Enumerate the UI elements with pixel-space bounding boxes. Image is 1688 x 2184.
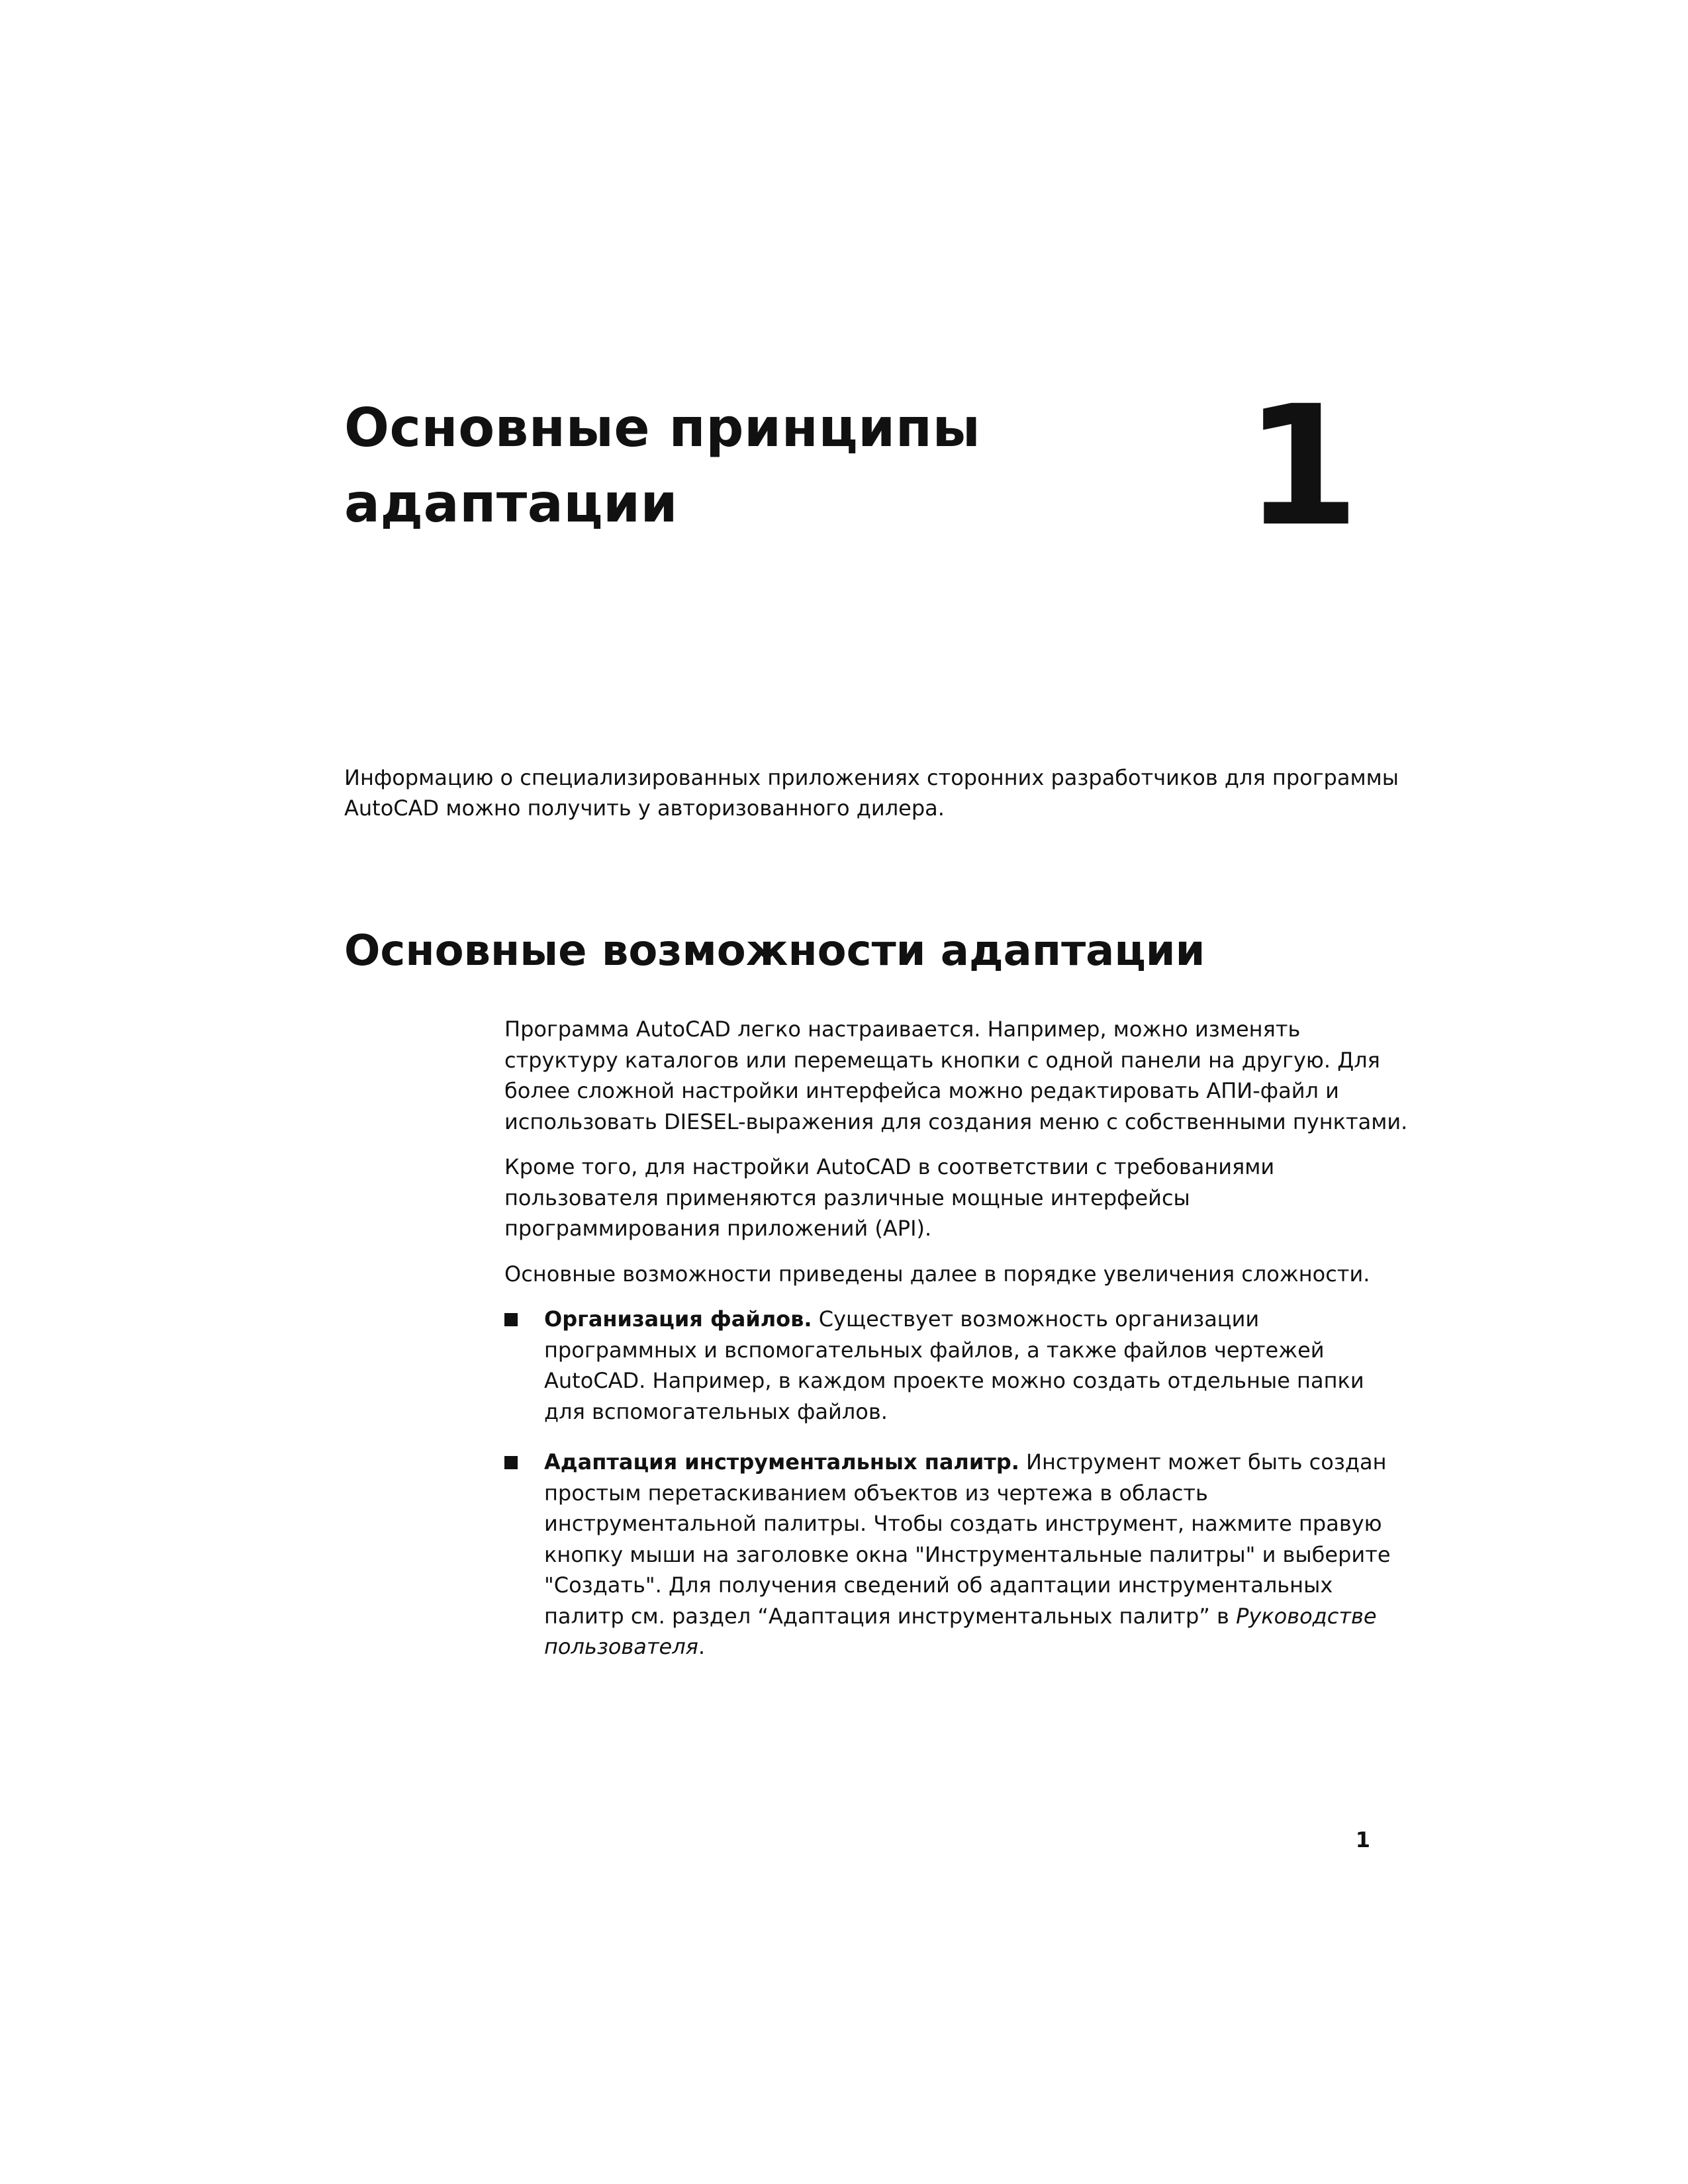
chapter-title-line-1: Основные принципы	[344, 397, 981, 459]
list-item	[504, 1304, 1408, 1427]
list-item-text: Инструмент может быть создан простым перетаскиванием объектов из чертежа в область инструментальной палитры. Чтобы создать инструмент, нажмите правую кнопку мыши на заголовке окна "Инструментальные палитры" и выберите "Создать". Для получения сведений об адаптации инструментальных палитр см. раздел “Адаптация инструментальных палитр” в	[544, 1449, 1391, 1629]
section-body	[504, 1014, 1408, 1682]
list-item-emphasis: Руководстве пользователя	[544, 1603, 1377, 1659]
feature-list	[504, 1304, 1408, 1662]
list-item-tail: .	[698, 1634, 706, 1659]
list-item	[504, 1447, 1408, 1662]
section-title: Основные возможности адаптации	[344, 927, 1205, 976]
square-bullet-icon	[504, 1313, 518, 1326]
body-paragraph: Основные возможности приведены далее в порядке увеличения сложности.	[504, 1261, 1370, 1287]
body-paragraph: Программа AutoCAD легко настраивается. Например, можно изменять структуру каталогов или перемещать кнопки с одной панели на другую. Для более сложной настройки интерфейса можно редактировать АПИ-файл и использовать DIESEL-выражения для создания меню с собственными пунктами.	[504, 1017, 1408, 1134]
list-item-term: Адаптация инструментальных палитр.	[544, 1449, 1019, 1475]
intro-paragraph: Информацию о специализированных приложениях сторонних разработчиков для программы AutoCAD можно получить у авторизованного дилера.	[344, 765, 1399, 821]
list-item-text: Существует возможность организации программных и вспомогательных файлов, а также файлов чертежей AutoCAD. Например, в каждом проекте можно создать отдельные папки для вспомогательных файлов.	[544, 1306, 1364, 1424]
chapter-number: 1	[1244, 370, 1360, 563]
chapter-title-line-2: адаптации	[344, 473, 679, 534]
chapter-title	[344, 390, 1205, 541]
body-paragraph: Кроме того, для настройки AutoCAD в соответствии с требованиями пользователя применяются различные мощные интерфейсы программирования приложений (API).	[504, 1154, 1275, 1241]
list-item-term: Организация файлов.	[544, 1306, 812, 1332]
page-number: 1	[1355, 1827, 1370, 1852]
square-bullet-icon	[504, 1456, 518, 1469]
